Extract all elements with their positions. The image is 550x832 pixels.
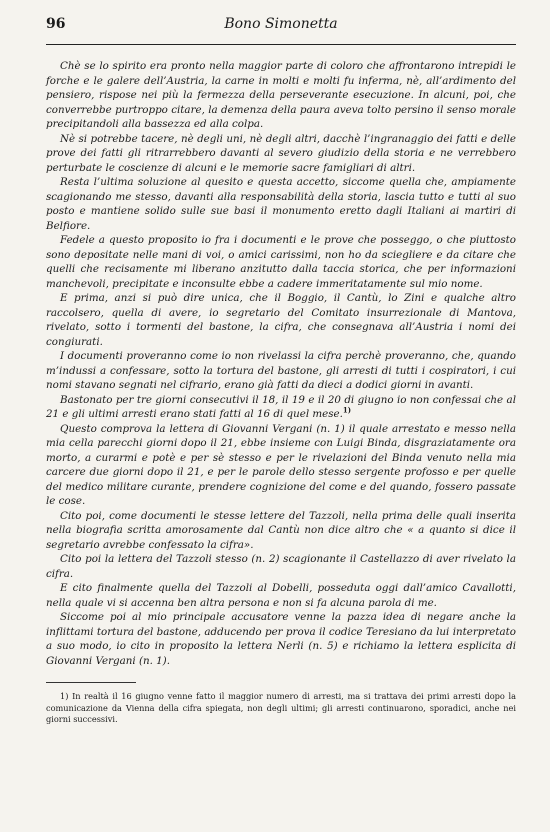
footnote-reference: 1) <box>342 405 352 415</box>
paragraph: I documenti proveranno come io non rivelassi la cifra perchè proveranno, che, quando m’indussi a confessare, sotto la tortura del bastone, gli arresti di tutti i cospiratori, i cui nomi stavano segnati nel cifrario, erano già fatti da dieci a dodici giorni in avanti. <box>46 350 516 392</box>
page-header <box>46 10 516 38</box>
paragraph: E prima, anzi si può dire unica, che il Boggio, il Cantù, lo Zini e qualche altro raccolsero, quella di avere, io segretario del Comitato insurrezionale di Mantova, rivelato, sotto i tormenti del bastone, la cifra, che consegnava all’Austria i nomi dei congiurati. <box>46 292 516 348</box>
footnote-rule <box>46 682 136 683</box>
paragraph: Resta l’ultima soluzione al quesito e questa accetto, siccome quella che, ampiamente scagionando me stesso, davanti alla responsabilità della storia, lascia tutto e tutti al suo posto e mantiene solido sulle sue basi il monumento eretto dagli Italiani ai martiri di Belfiore. <box>46 176 516 232</box>
paragraph: Siccome poi al mio principale accusatore venne la pazza idea di negare anche la inflittami tortura del bastone, adducendo per prova il codice Teresiano da lui interpretato a suo modo, io cito in proposito la lettera Nerli (n. 5) e richiamo la lettera esplicita di Giovanni Vergani (n. 1). <box>46 611 516 667</box>
header-rule <box>46 44 516 45</box>
paragraph: E cito finalmente quella del Tazzoli al Dobelli, posseduta oggi dall’amico Cavallotti, nella quale vi si accenna ben altra persona e non si fa alcuna parola di me. <box>46 582 516 609</box>
running-title: Bono Simonetta <box>224 16 338 32</box>
page-number: 96 <box>46 16 66 32</box>
body-text <box>46 59 516 668</box>
paragraph-with-footnote-ref <box>46 393 516 422</box>
paragraph-text: Bastonato per tre giorni consecutivi il 18, il 19 e il 20 di giugno io non confessai che al 21 e gli ultimi arresti erano stati fatti al 16 di quel mese. <box>46 393 516 421</box>
paragraph: Cito poi, come documenti le stesse lettere del Tazzoli, nella prima delle quali inserita nella biografia scritta amorosamente dal Cantù non dice altro che « a quanto si dice il segretario avrebbe confessato la cifra». <box>46 509 516 551</box>
paragraph: Questo comprova la lettera di Giovanni Vergani (n. 1) il quale arrestato e messo nella mia cella parecchi giorni dopo il 21, ebbe insieme con Luigi Binda, disgraziatamente ora morto, a curarmi e potè e per sè stesso e per le rivelazioni del Binda venuto nella mia carcere due giorni dopo il 21, e per le parole dello stesso sergente profosso e per quelle del medico militare curante, prendere cognizione del come e del quando, fossero passate le cose. <box>46 422 516 508</box>
footnote: 1) In realtà il 16 giugno venne fatto il maggior numero di arresti, ma si trattava dei primi arresti dopo la comunicazione da Vienna della cifra spiegata, non degli ultimi; gli arresti continuarono, sporadici, anche nei giorni successivi. <box>46 691 516 725</box>
paragraph: Fedele a questo proposito io fra i documenti e le prove che posseggo, o che piuttosto sono depositate nelle mani di voi, o amici carissimi, non ho da sciegliere e da citare che quelli che recisamente mi liberano anzitutto dalla taccia storica, che per informazioni manchevoli, precipitate e inconsulte ebbe a cadere immeritatamente sul mio nome. <box>46 234 516 290</box>
paragraph: Chè se lo spirito era pronto nella maggior parte di coloro che affrontarono intrepidi le forche e le galere dell’Austria, la carne in molti e molti fu inferma, nè, all’ardimento del pensiero, rispose nei più la fermezza della perseverante esecuzione. In alcuni, poi, che converrebbe purtroppo citare, la demenza della paura aveva tolto persino il senso morale precipitandoli alla bassezza ed alla colpa. <box>46 60 516 131</box>
paragraph: Nè si potrebbe tacere, nè degli uni, nè degli altri, dacchè l’ingranaggio dei fatti e delle prove dei fatti gli ritrarrebbero davanti al severo giudizio della storia e ne verrebbero perturbate le coscienze di alcuni e le memorie sacre famigliari di altri. <box>46 132 516 174</box>
paragraph: Cito poi la lettera del Tazzoli stesso (n. 2) scagionante il Castellazzo di aver rivelato la cifra. <box>46 553 516 580</box>
